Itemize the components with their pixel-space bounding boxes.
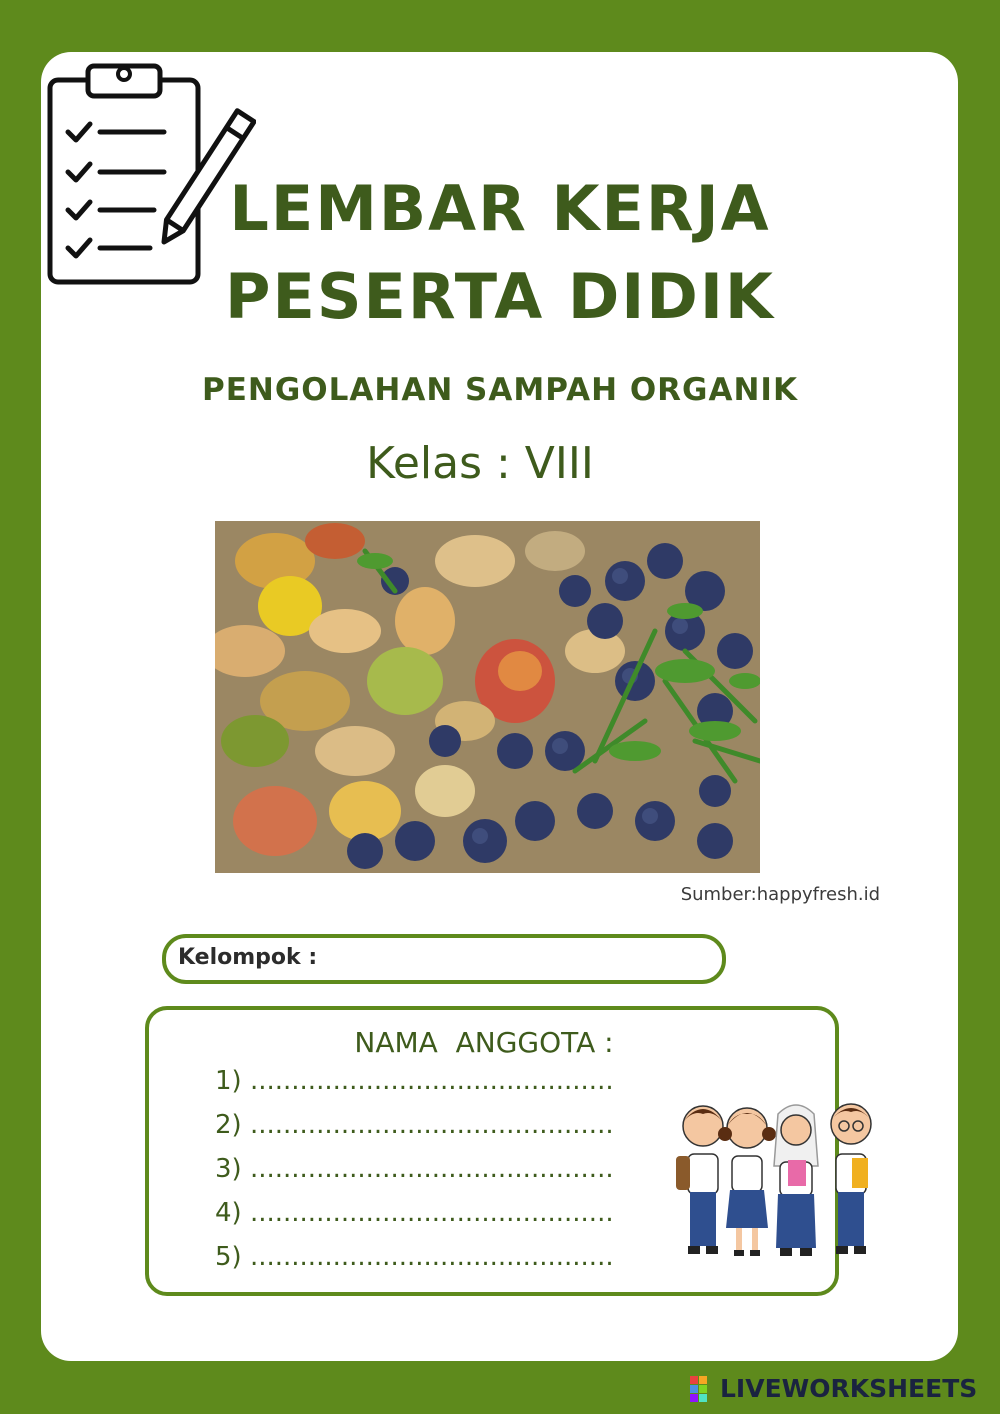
liveworksheets-watermark	[690, 1374, 990, 1404]
member-line-5[interactable]: 5) ............................................	[215, 1242, 614, 1272]
photo-source-caption: Sumber:happyfresh.id	[680, 884, 880, 905]
liveworksheets-brand: LIVEWORKSHEETS	[720, 1374, 978, 1403]
members-title: NAMA ANGGOTA :	[354, 1026, 614, 1059]
member-line-3[interactable]: 3) ............................................	[215, 1154, 614, 1184]
worksheet-title-line1: LEMBAR KERJA	[229, 172, 771, 245]
member-line-2[interactable]: 2) ............................................	[215, 1110, 614, 1140]
class-label: Kelas : VIII	[366, 438, 594, 489]
organic-waste-photo	[215, 521, 760, 873]
worksheet-subtitle: PENGOLAHAN SAMPAH ORGANIK	[202, 372, 798, 408]
member-line-1[interactable]: 1) ............................................	[215, 1066, 614, 1096]
liveworksheets-logo-icon	[690, 1376, 718, 1404]
students-illustration	[668, 1096, 896, 1262]
member-line-4[interactable]: 4) ............................................	[215, 1198, 614, 1228]
clipboard-checklist-icon	[44, 56, 256, 288]
group-name-field[interactable]	[162, 934, 726, 984]
group-label: Kelompok :	[178, 945, 318, 970]
worksheet-title-line2: PESERTA DIDIK	[225, 260, 775, 333]
